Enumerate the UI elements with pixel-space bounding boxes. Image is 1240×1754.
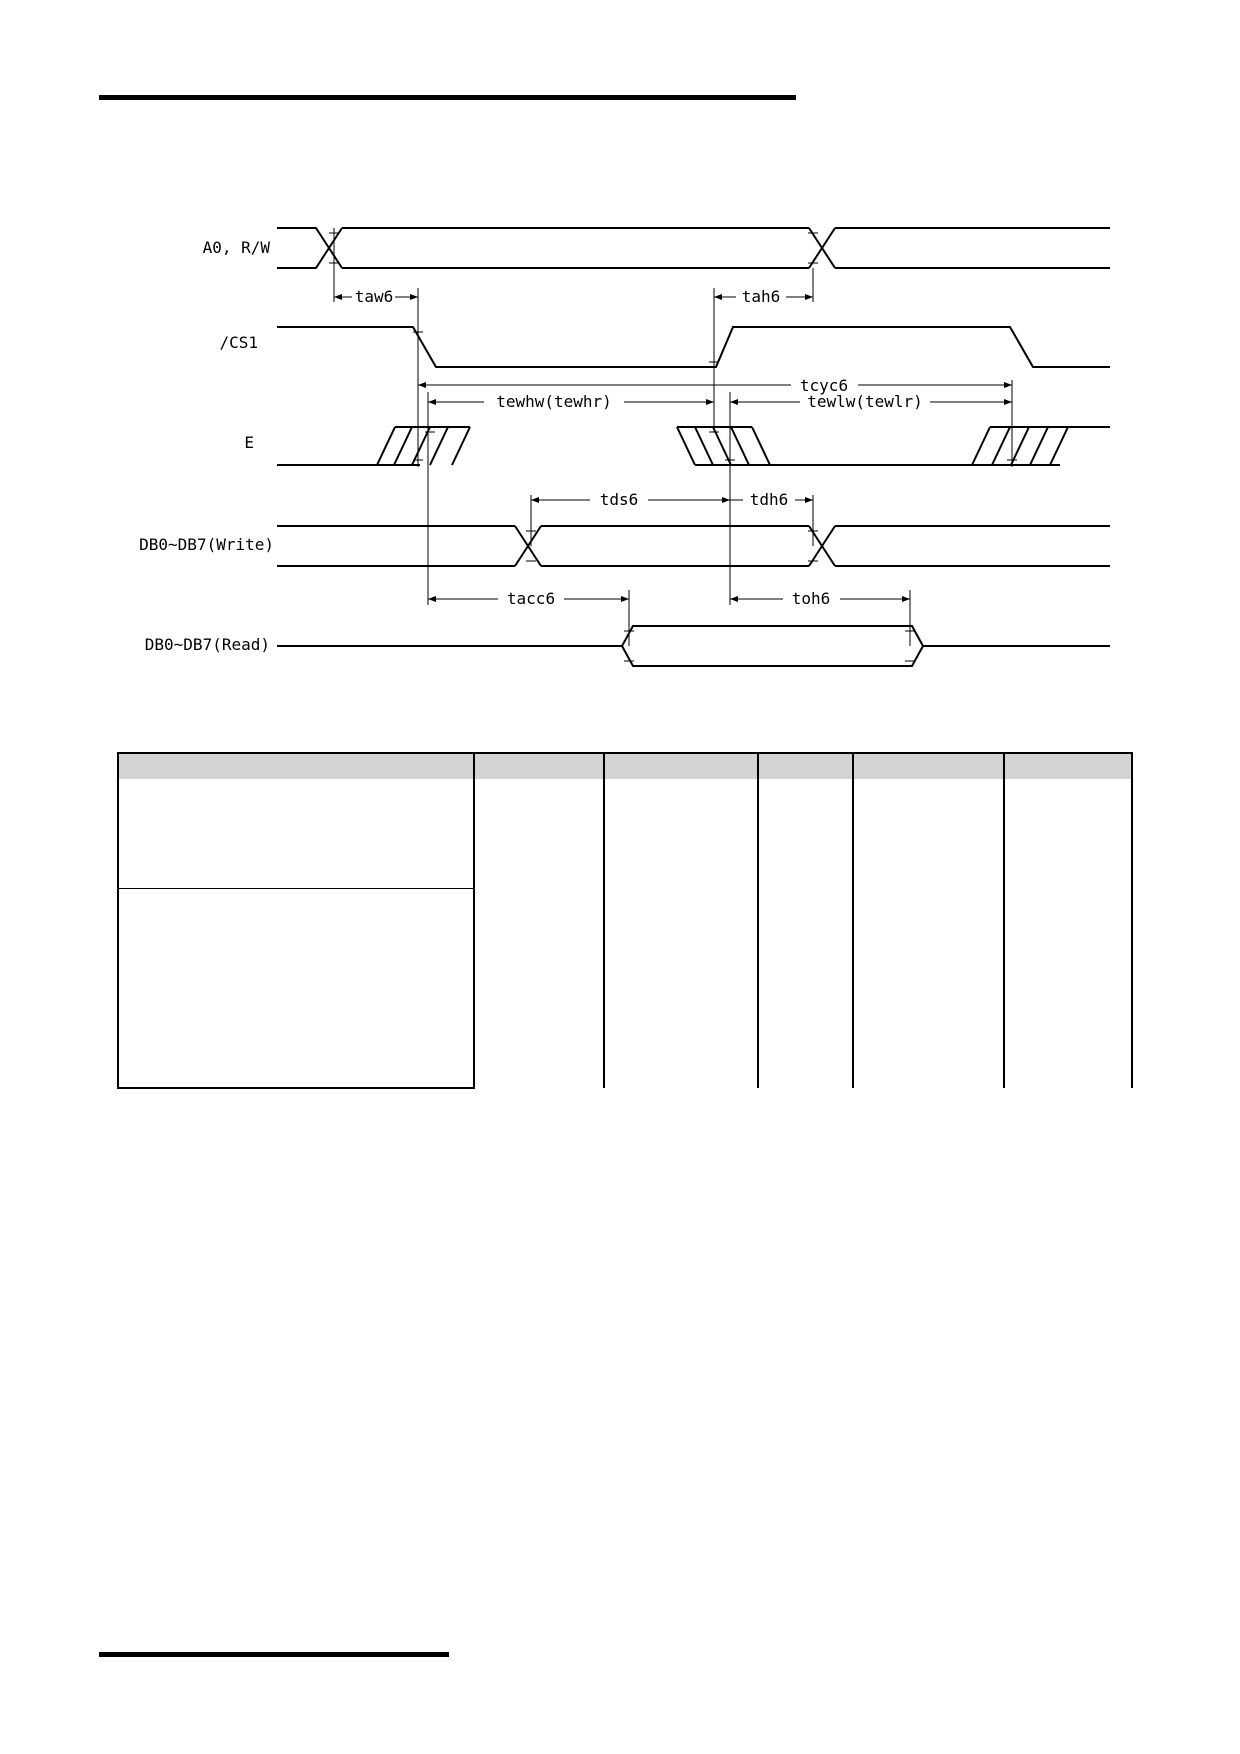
signal-label-e: E: [244, 433, 254, 452]
table-cell: [474, 779, 604, 889]
table-row: [118, 779, 1132, 889]
measure-label-taw6: taw6: [354, 287, 394, 306]
signal-label-a0rw: A0, R/W: [202, 238, 270, 257]
table-cell: [758, 779, 853, 889]
reference-lines: [334, 228, 1012, 646]
a0rw-waveform: [277, 228, 1110, 268]
measure-label-tewhw: tewhw(tewhr): [496, 392, 612, 411]
table-header-cell: [604, 753, 758, 779]
measure-label-tdh6: tdh6: [749, 490, 789, 509]
table-cell: [758, 889, 853, 1089]
measure-label-tah6: tah6: [741, 287, 781, 306]
table-cell: [853, 889, 1004, 1089]
signal-label-db-write: DB0~DB7(Write): [139, 535, 274, 554]
table-header-cell: [1004, 753, 1132, 779]
table-header-cell: [758, 753, 853, 779]
table-header-cell: [853, 753, 1004, 779]
table-cell: [604, 889, 758, 1089]
measure-label-tewlw: tewlw(tewlr): [807, 392, 923, 411]
table-cell: [1004, 889, 1132, 1089]
cs1-waveform: [277, 327, 1110, 367]
timing-spec-table: [117, 752, 1133, 1089]
measure-label-tcyc6: tcyc6: [799, 376, 849, 395]
table-cell: [1004, 779, 1132, 889]
footer-rule: [99, 1652, 449, 1657]
table-cell: [474, 889, 604, 1089]
table-cell: [604, 779, 758, 889]
table-header-cell: [474, 753, 604, 779]
table-header-row: [118, 753, 1132, 779]
db-read-waveform: [277, 626, 1110, 666]
table-row: [118, 889, 1132, 1089]
e-waveform: [277, 427, 1110, 465]
db-write-waveform: [277, 526, 1110, 566]
table-header-cell: [118, 753, 474, 779]
tick-marks: [329, 233, 1017, 661]
table-cell: [853, 779, 1004, 889]
signal-label-db-read: DB0~DB7(Read): [144, 635, 270, 654]
measure-label-tds6: tds6: [599, 490, 639, 509]
timing-diagram: [0, 0, 1240, 730]
table-cell: [118, 779, 474, 889]
measure-label-tacc6: tacc6: [506, 589, 556, 608]
dimension-lines: [334, 294, 1012, 602]
table-cell: [118, 889, 474, 1089]
signal-label-cs1: /CS1: [219, 333, 258, 352]
measure-label-toh6: toh6: [791, 589, 831, 608]
